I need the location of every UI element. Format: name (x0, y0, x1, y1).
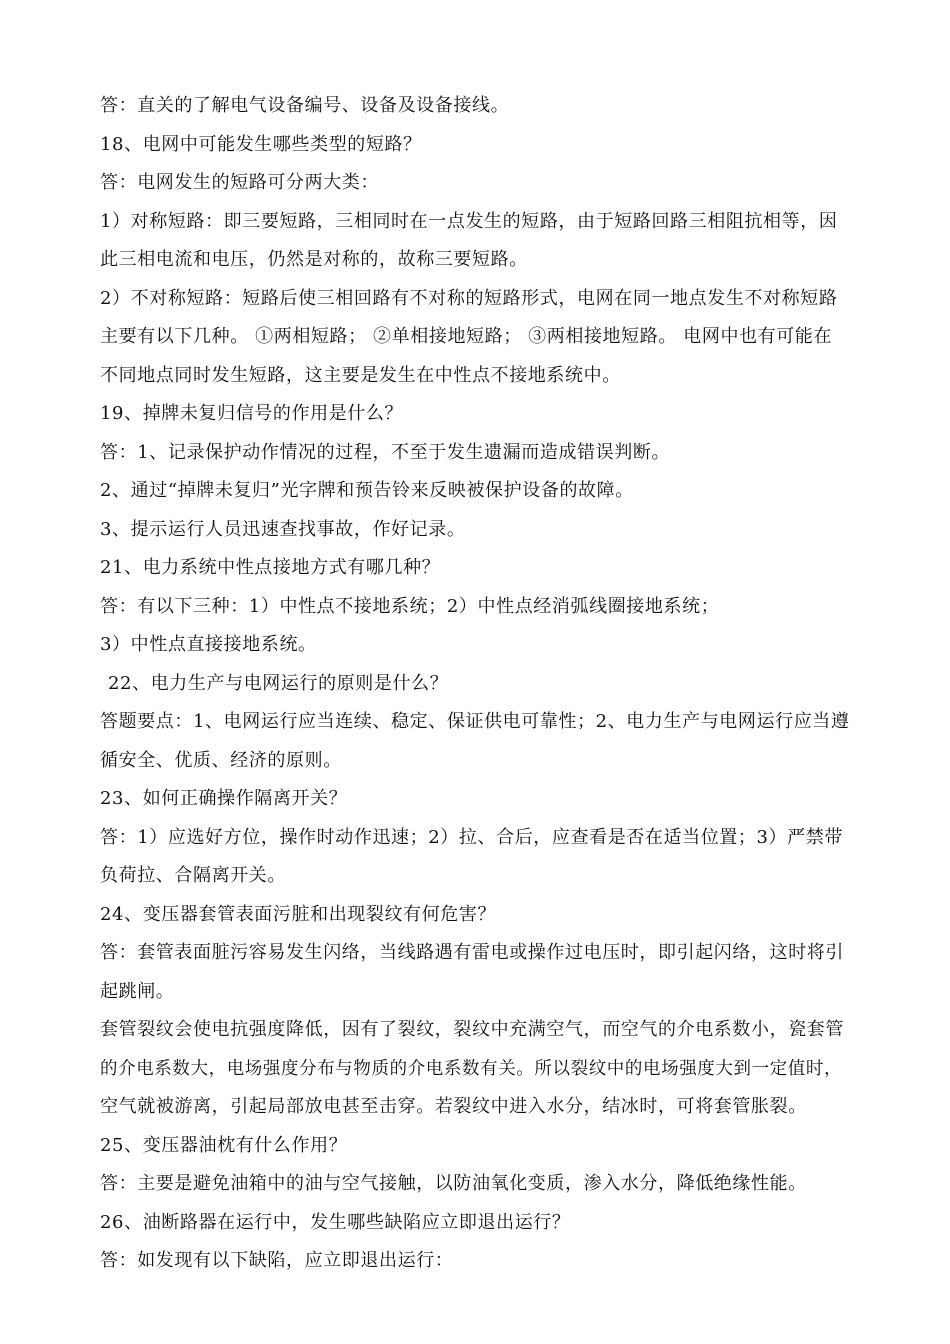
text-line: 答：有以下三种：1）中性点不接地系统；2）中性点经消弧线圈接地系统； (100, 596, 720, 617)
question-heading: 22、电力生产与电网运行的原则是什么？ (108, 673, 449, 694)
question-heading: 24、变压器套管表面污脏和出现裂纹有何危害？ (100, 904, 497, 925)
question-heading: 25、变压器油枕有什么作用？ (100, 1135, 348, 1156)
text-line: 不同地点同时发生短路，这主要是发生在中性点不接地系统中。 (100, 365, 621, 386)
text-line: 循安全、优质、经济的原则。 (100, 750, 342, 771)
text-line: 答：1、记录保护动作情况的过程，不至于发生遗漏而造成错误判断。 (100, 442, 671, 463)
question-heading: 21、电力系统中性点接地方式有哪几种？ (100, 557, 441, 578)
text-line: 1）对称短路：即三要短路，三相同时在一点发生的短路，由于短路回路三相阻抗相等，因 (100, 211, 838, 232)
text-line: 答：电网发生的短路可分两大类： (100, 172, 379, 193)
question-heading: 19、掉牌未复归信号的作用是什么？ (100, 403, 404, 424)
question-heading: 23、如何正确操作隔离开关？ (100, 788, 348, 809)
text-line: 答：如发现有以下缺陷，应立即退出运行： (100, 1250, 454, 1271)
text-line: 的介电系数大，电场强度分布与物质的介电系数有关。所以裂纹中的电场强度大到一定值时， (100, 1059, 843, 1079)
text-line: 答：套管表面脏污容易发生闪络，当线路遇有雷电或操作过电压时，即引起闪络，这时将引 (100, 942, 844, 963)
text-line: 2）不对称短路：短路后使三相回路有不对称的短路形式，电网在同一地点发生不对称短路 (100, 288, 838, 309)
text-line: 3、提示运行人员迅速查找事故，作好记录。 (100, 519, 466, 540)
question-heading: 18、电网中可能发生哪些类型的短路？ (100, 134, 422, 155)
text-line: 答题要点：1、电网运行应当连续、稳定、保证供电可靠性；2、电力生产与电网运行应当遵 (100, 711, 850, 732)
text-line: 主要有以下几种。 ①两相短路； ②单相接地短路； ③两相接地短路。 电网中也有可能在 (100, 326, 833, 347)
text-line: 空气就被游离，引起局部放电甚至击穿。若裂纹中进入水分，结冰时，可将套管胀裂。 (100, 1096, 807, 1117)
text-line: 答：主要是避免油箱中的油与空气接触，以防油氧化变质，渗入水分，降低绝缘性能。 (100, 1173, 807, 1194)
text-line: 负荷拉、合隔离开关。 (100, 865, 286, 886)
question-heading: 26、油断路器在运行中，发生哪些缺陷应立即退出运行？ (100, 1212, 571, 1233)
text-line: 3）中性点直接接地系统。 (100, 634, 317, 655)
text-line: 答：直关的了解电气设备编号、设备及设备接线。 (100, 95, 510, 116)
text-line: 2、通过“掉牌未复归”光字牌和预告铃来反映被保护设备的故障。 (100, 480, 634, 501)
text-line: 答：1）应选好方位，操作时动作迅速；2）拉、合后，应查看是否在适当位置；3）严禁带 (100, 827, 843, 848)
text-line: 套管裂纹会使电抗强度降低，因有了裂纹，裂纹中充满空气，而空气的介电系数小，瓷套管 (100, 1019, 844, 1040)
text-line: 起跳闸。 (100, 981, 175, 1002)
text-line: 此三相电流和电压，仍然是对称的，故称三要短路。 (100, 249, 528, 270)
